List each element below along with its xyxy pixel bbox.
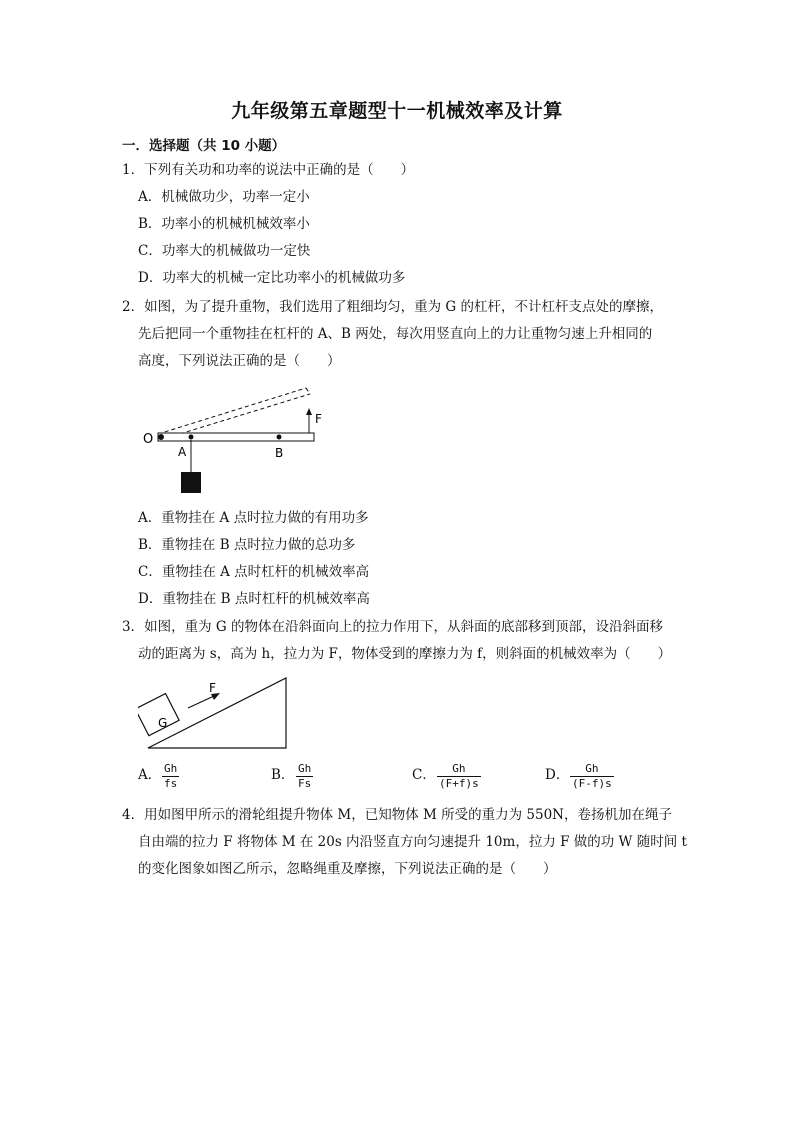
question-2-stem-line-3: 高度，下列说法正确的是（ ） (138, 353, 341, 369)
pivot-point (158, 434, 164, 440)
question-2-option-d[interactable]: D．重物挂在 B 点时杠杆的机械效率高 (138, 591, 370, 607)
section-heading: 一．选择题（共 10 小题） (122, 138, 286, 154)
question-1-option-b[interactable]: B．功率小的机械机械效率小 (138, 216, 310, 232)
lever-diagram (130, 382, 330, 497)
numerator: Gh (164, 762, 178, 775)
question-4-stem-line-2: 自由端的拉力 F 将物体 M 在 20s 内沿竖直方向匀速提升 10m，拉力 F 做的功 W 随时间 t (138, 834, 687, 850)
label-g: G (158, 716, 168, 730)
question-3-option-d[interactable] (545, 765, 569, 785)
question-4-stem-line-3: 的变化图象如图乙所示，忽略绳重及摩擦，下列说法正确的是（ ） (138, 861, 557, 877)
question-3-option-a[interactable] (138, 765, 161, 785)
option-label: D． (545, 767, 570, 783)
label-o: O (143, 432, 154, 447)
question-3-option-c[interactable] (412, 765, 436, 785)
question-3-option-b[interactable] (271, 765, 294, 785)
fraction-c (437, 762, 481, 791)
fraction-b (296, 762, 313, 791)
question-2-option-a[interactable]: A．重物挂在 A 点时拉力做的有用功多 (138, 510, 369, 526)
fraction-a (162, 762, 179, 791)
option-label: C． (412, 767, 436, 783)
label-f: F (209, 681, 216, 695)
numerator: Gh (298, 762, 312, 775)
question-1-option-d[interactable]: D．功率大的机械一定比功率小的机械做功多 (138, 270, 406, 286)
question-2-option-c[interactable]: C．重物挂在 A 点时杠杆的机械效率高 (138, 564, 370, 580)
numerator: Gh (437, 762, 481, 777)
question-1-option-c[interactable]: C．功率大的机械做功一定快 (138, 243, 311, 259)
point-b (277, 435, 282, 440)
question-2-option-b[interactable]: B．重物挂在 B 点时拉力做的总功多 (138, 537, 356, 553)
question-1-option-a[interactable]: A．机械做功少，功率一定小 (138, 189, 310, 205)
denominator: (F-f)s (572, 777, 612, 790)
label-b: B (275, 446, 284, 460)
incline-diagram (138, 674, 293, 754)
question-1-stem: 1．下列有关功和功率的说法中正确的是（ ） (122, 162, 415, 178)
denominator: Fs (298, 777, 312, 790)
label-f: F (315, 412, 322, 426)
force-arrow-shaft (188, 696, 214, 708)
option-label: B． (271, 767, 295, 783)
question-4-stem-line-1: 4．用如图甲所示的滑轮组提升物体 M，已知物体 M 所受的重力为 550N，卷扬机加在绳子 (122, 807, 672, 823)
denominator: (F+f)s (439, 777, 479, 790)
force-arrow-head (306, 408, 312, 415)
question-2-stem-line-2: 先后把同一个重物挂在杠杆的 A、B 两处，每次用竖直向上的力让重物匀速上升相同的 (138, 326, 653, 342)
numerator: Gh (570, 762, 614, 777)
lever-dashed-outline (158, 388, 310, 440)
question-3-stem-line-1: 3．如图，重为 G 的物体在沿斜面向上的拉力作用下，从斜面的底部移到顶部，设沿斜面移 (122, 619, 663, 635)
question-3-stem-line-2: 动的距离为 s，高为 h，拉力为 F，物体受到的摩擦力为 f，则斜面的机械效率为（ ） (138, 646, 672, 662)
point-a (189, 435, 194, 440)
question-2-stem-line-1: 2．如图，为了提升重物，我们选用了粗细均匀，重为 G 的杠杆，不计杠杆支点处的摩擦， (122, 299, 663, 315)
weight-block (181, 472, 201, 493)
label-a: A (178, 445, 187, 459)
lever-bar (158, 433, 314, 441)
denominator: fs (164, 777, 178, 790)
option-label: A． (138, 767, 162, 783)
page-title: 九年级第五章题型十一机械效率及计算 (231, 100, 563, 122)
fraction-d (570, 762, 614, 791)
